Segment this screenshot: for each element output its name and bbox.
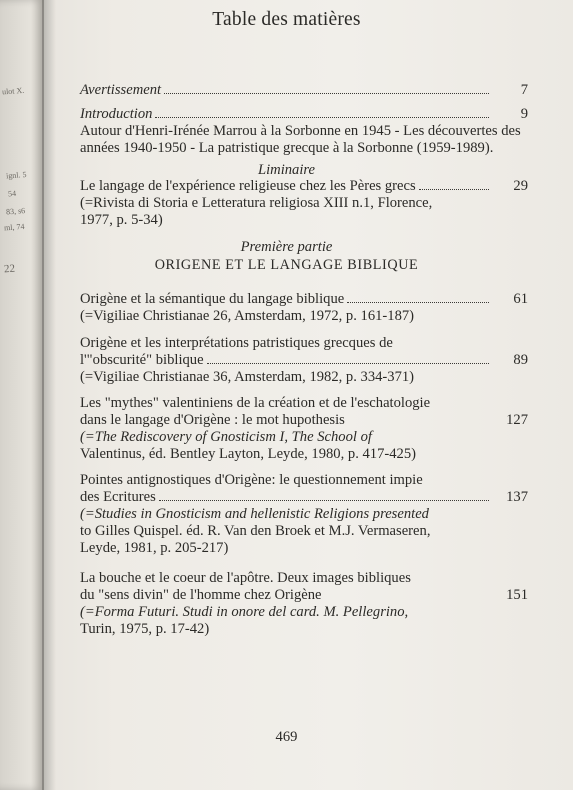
leader-dots xyxy=(419,189,489,190)
section-label-liminaire: Liminaire xyxy=(257,162,316,178)
toc-entry-reference: (=Vigiliae Christianae 36, Amsterdam, 1982, p. 334-371) xyxy=(80,369,415,385)
toc-entry-liminaire xyxy=(80,178,528,229)
toc-entry-title: Origène et les interprétations patristiques grecques de xyxy=(80,335,393,351)
facing-page-fragment: ignl. 5 xyxy=(5,169,27,181)
toc-entry-title: Origène et la sémantique du langage biblique xyxy=(80,291,345,307)
page-title: Table des matières xyxy=(212,9,361,30)
facing-page-fragment: 83, s6 xyxy=(5,206,26,217)
toc-entry-title: Avertissement xyxy=(80,82,162,98)
toc-entry xyxy=(80,395,528,463)
toc-entry-title: Introduction xyxy=(80,106,153,122)
page-number: 89 xyxy=(513,352,528,368)
facing-page-fragment: 54 xyxy=(7,188,17,199)
toc-entry-reference: to Gilles Quispel. éd. R. Van den Broek et M.J. Vermaseren, xyxy=(80,523,431,539)
page-number: 29 xyxy=(513,178,528,194)
facing-page-fragment: ml, 74 xyxy=(3,221,25,233)
page-number: 137 xyxy=(506,489,528,505)
toc-entry-introduction xyxy=(80,106,528,157)
toc-entry-reference: 1977, p. 5-34) xyxy=(80,212,163,228)
toc-entry-reference: (=The Rediscovery of Gnosticism I, The School of xyxy=(80,429,372,445)
facing-page-fragment: 22 xyxy=(3,262,16,276)
toc-entry xyxy=(80,335,528,386)
toc-entry-title: l'"obscurité" biblique xyxy=(80,352,204,368)
toc-entry-title: du "sens divin" de l'homme chez Origène xyxy=(80,587,322,603)
leader-dots xyxy=(347,302,489,303)
leader-dots xyxy=(207,363,489,364)
toc-entry-title: Les "mythes" valentiniens de la création et de l'eschatologie xyxy=(80,395,431,411)
toc-entry-title: des Ecritures xyxy=(80,489,156,505)
toc-entry-description: années 1940-1950 - La patristique grecque à la Sorbonne (1959-1989). xyxy=(80,140,494,156)
toc-entry-reference: (=Vigiliae Christianae 26, Amsterdam, 1972, p. 161-187) xyxy=(80,308,415,324)
toc-entry-reference: (=Studies in Gnosticism and hellenistic Religions presented xyxy=(80,506,429,522)
leader-dots xyxy=(164,93,489,94)
facing-page-fragment: ulot X. xyxy=(1,85,25,97)
toc-entry xyxy=(80,570,528,638)
facing-page-edge xyxy=(0,0,44,790)
toc-entry-title: Pointes antignostiques d'Origène: le questionnement impie xyxy=(80,472,423,488)
toc-entry-reference: Leyde, 1981, p. 205-217) xyxy=(80,540,229,556)
toc-entry xyxy=(80,472,528,557)
page-folio: 469 xyxy=(275,729,298,745)
page-number: 151 xyxy=(506,587,528,603)
page-number: 7 xyxy=(520,82,528,98)
toc-entry-description: Autour d'Henri-Irénée Marrou à la Sorbonne en 1945 - Les découvertes des xyxy=(80,123,521,139)
toc-entry-reference: (=Rivista di Storia e Letteratura religiosa XIII n.1, Florence, xyxy=(80,195,433,211)
toc-entry-avertissement xyxy=(80,82,528,99)
toc-entry-reference: (=Forma Futuri. Studi in onore del card. M. Pellegrino, xyxy=(80,604,409,620)
leader-dots xyxy=(155,117,489,118)
part-label: Première partie xyxy=(240,239,333,255)
page-number: 127 xyxy=(506,412,528,428)
toc-entry-reference: Valentinus, éd. Bentley Layton, Leyde, 1980, p. 417-425) xyxy=(80,446,416,462)
part-title: ORIGENE ET LE LANGAGE BIBLIQUE xyxy=(154,257,419,273)
page-number: 61 xyxy=(513,291,528,307)
leader-dots xyxy=(159,500,489,501)
toc-entry-title: Le langage de l'expérience religieuse chez les Pères grecs xyxy=(80,178,416,194)
book-gutter-shadow xyxy=(42,0,56,790)
page-number: 9 xyxy=(520,106,528,122)
toc-entry-title: La bouche et le coeur de l'apôtre. Deux images bibliques xyxy=(80,570,411,586)
toc-entry-reference: Turin, 1975, p. 17-42) xyxy=(80,621,210,637)
toc-entry-title: dans le langage d'Origène : le mot hupothesis xyxy=(80,412,345,428)
toc-entry xyxy=(80,291,528,325)
